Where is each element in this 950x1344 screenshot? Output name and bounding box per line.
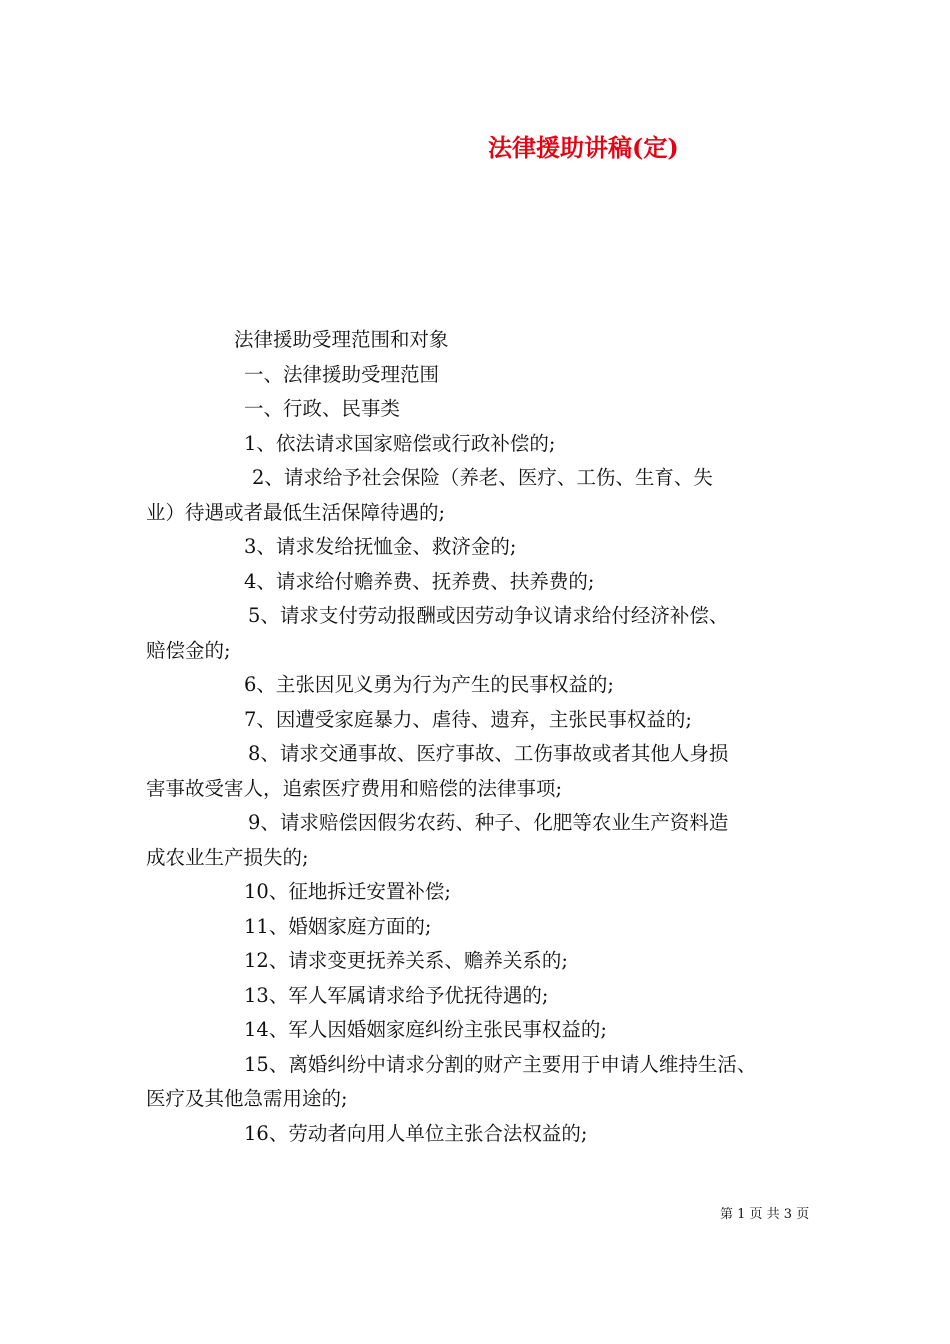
body-line: 赔偿金的; <box>146 638 231 662</box>
document-title: 法律援助讲稿(定) <box>488 133 679 162</box>
document-body <box>146 323 826 1151</box>
body-line: 12、请求变更抚养关系、赡养关系的; <box>244 949 568 972</box>
body-line: 4、请求给付赡养费、抚养费、扶养费的; <box>244 569 595 593</box>
body-line: 9、请求赔偿因假劣农药、种子、化肥等农业生产资料造 <box>248 811 729 834</box>
page-footer: 第 1 页 共 3 页 <box>720 1207 810 1222</box>
body-line: 2、请求给予社会保险（养老、医疗、工伤、生育、失 <box>252 466 713 489</box>
body-line: 14、军人因婚姻家庭纠纷主张民事权益的; <box>244 1018 607 1041</box>
body-line: 16、劳动者向用人单位主张合法权益的; <box>244 1121 588 1145</box>
body-line: 10、征地拆迁安置补偿; <box>244 880 451 903</box>
body-line: 一、行政、民事类 <box>244 397 401 420</box>
body-line: 一、法律援助受理范围 <box>244 362 440 386</box>
body-line: 8、请求交通事故、医疗事故、工伤事故或者其他人身损 <box>248 742 729 765</box>
body-line: 3、请求发给抚恤金、救济金的; <box>244 535 517 558</box>
body-line: 成农业生产损失的; <box>146 845 309 869</box>
body-line: 1、依法请求国家赔偿或行政补偿的; <box>244 431 556 455</box>
body-line: 5、请求支付劳动报酬或因劳动争议请求给付经济补偿、 <box>248 604 729 627</box>
body-line: 7、因遭受家庭暴力、虐待、遗弃，主张民事权益的; <box>244 707 692 731</box>
body-line: 法律援助受理范围和对象 <box>234 328 449 351</box>
body-line: 业）待遇或者最低生活保障待遇的; <box>146 500 446 524</box>
body-line: 害事故受害人，追索医疗费用和赔偿的法律事项; <box>146 776 563 800</box>
body-line: 医疗及其他急需用途的; <box>146 1087 348 1110</box>
body-line: 11、婚姻家庭方面的; <box>244 914 432 938</box>
body-line: 6、主张因见义勇为行为产生的民事权益的; <box>244 673 614 696</box>
body-line: 13、军人军属请求给予优抚待遇的; <box>244 983 549 1007</box>
body-line: 15、离婚纠纷中请求分割的财产主要用于申请人维持生活、 <box>244 1052 757 1076</box>
